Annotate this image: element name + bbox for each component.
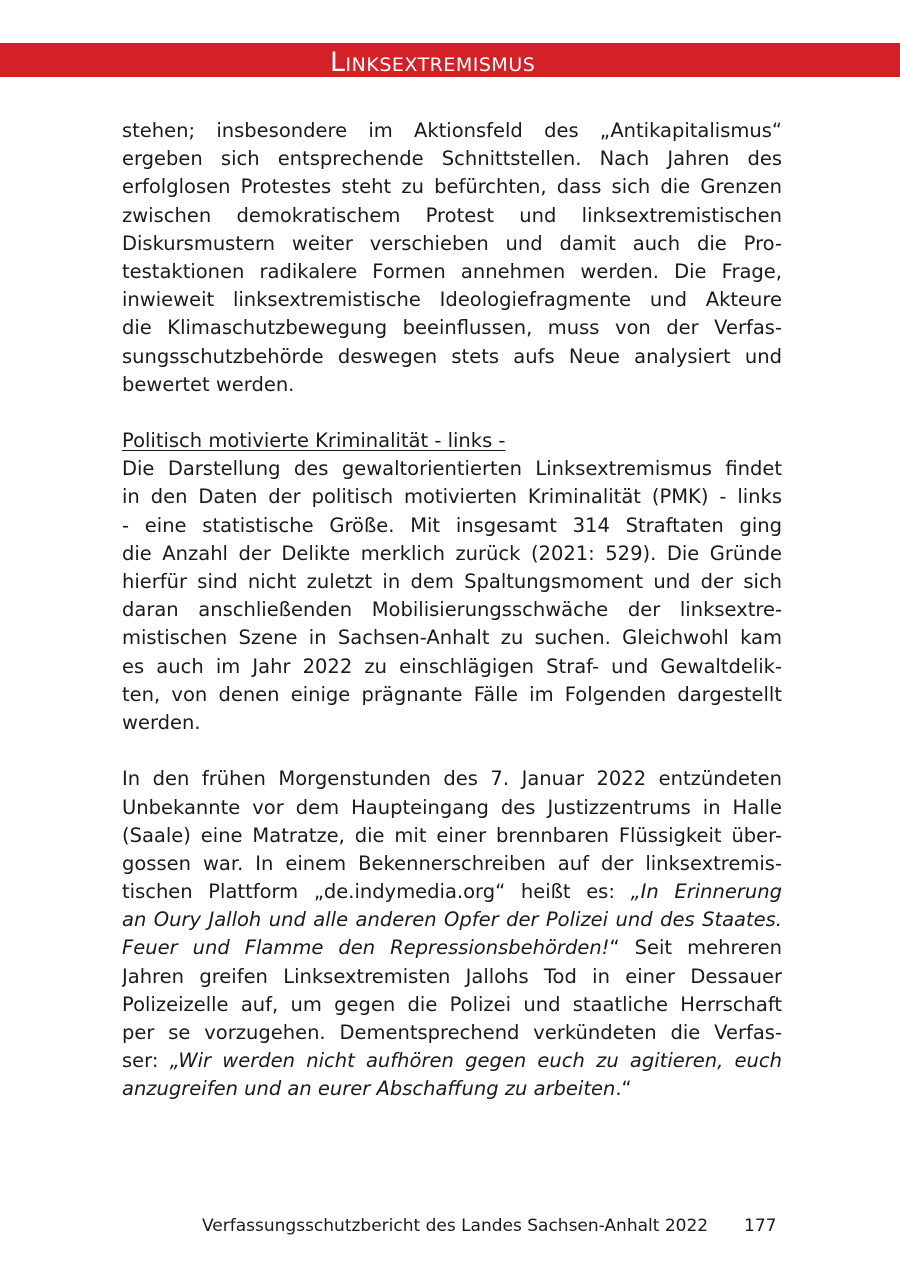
text-line: Diskursmustern weiter verschieben und damit auch die Pro-	[122, 231, 782, 255]
paragraph-justizzentrum-halle	[122, 765, 782, 1103]
text-line	[122, 878, 782, 906]
chapter-header-bar	[0, 43, 900, 77]
text-line: hierfür sind nicht zuletzt in dem Spaltungsmoment und der sich	[122, 570, 782, 593]
page-footer	[0, 1212, 900, 1240]
quote-segment: „In Erinnerung	[630, 880, 782, 904]
text-line: (Saale) eine Matratze, die mit einer brennbaren Flüssigkeit über-	[122, 823, 782, 847]
quote-segment: anzugreifen und an eurer Abschaffung zu arbeiten	[122, 1077, 616, 1101]
text-line: ergeben sich entsprechende Schnittstellen. Nach Jahren des	[122, 147, 782, 171]
text-line: Die Darstellung des gewaltorientierten Linksextremismus findet	[122, 457, 782, 481]
text-line: in den Daten der politisch motivierten Kriminalität (PMK) - links	[122, 485, 782, 509]
text-line: Unbekannte vor dem Haupteingang des Justizzentrums in Halle	[122, 795, 782, 819]
section-heading-text: Politisch motivierte Kriminalität - links -	[122, 429, 506, 453]
text-line: inwieweit linksextremistische Ideologiefragmente und Akteure	[122, 288, 782, 312]
text-line: erfolglosen Protestes steht zu befürchten, dass sich die Grenzen	[122, 175, 782, 199]
page-number: 177	[744, 1216, 777, 1236]
paragraph-climate-movement	[122, 117, 782, 399]
text-line: Jahren greifen Linksextremisten Jallohs Tod in einer Dessauer	[122, 964, 782, 988]
text-line: per se vorzugehen. Dementsprechend verkündeten die Verfas-	[122, 1021, 782, 1044]
text-line	[122, 934, 782, 962]
text-segment: tischen Plattform „de.indymedia.org“ heißt es:	[122, 880, 631, 904]
section-pmk-links	[122, 427, 782, 737]
chapter-title: Linksextremismus	[330, 47, 536, 78]
text-line: bewertet werden.	[122, 372, 295, 396]
text-line	[122, 1047, 782, 1075]
text-line: die Klimaschutzbewegung beeinflussen, muss von der Verfas-	[122, 316, 782, 340]
text-line: es auch im Jahr 2022 zu einschlägigen Straf- und Gewaltdelik-	[122, 654, 782, 678]
text-line: die Anzahl der Delikte merklich zurück (2021: 529). Die Gründe	[122, 541, 782, 565]
text-line: - eine statistische Größe. Mit insgesamt 314 Straftaten ging	[122, 513, 782, 537]
text-segment: .“	[615, 1077, 632, 1101]
text-segment: ser:	[122, 1049, 170, 1073]
text-line: sungsschutzbehörde deswegen stets aufs Neue analysiert und	[122, 344, 782, 368]
text-line: zwischen demokratischem Protest und linksextremistischen	[122, 203, 782, 227]
text-line: mistischen Szene in Sachsen-Anhalt zu suchen. Gleichwohl kam	[122, 626, 782, 650]
text-line	[122, 1075, 782, 1103]
text-line: testaktionen radikalere Formen annehmen werden. Die Frage,	[122, 259, 782, 283]
text-segment: “ Seit mehreren	[609, 936, 782, 960]
footer-report-title: Verfassungsschutzbericht des Landes Sachsen-Anhalt 2022	[202, 1216, 709, 1236]
text-line: Polizeizelle auf, um gegen die Polizei und staatliche Herrschaft	[122, 992, 782, 1016]
text-line: stehen; insbesondere im Aktionsfeld des „Antikapitalismus“	[122, 119, 782, 142]
paragraph-spacer	[122, 399, 782, 427]
text-line: werden.	[122, 710, 201, 734]
page-content	[122, 117, 782, 1104]
paragraph-spacer	[122, 737, 782, 765]
quote-segment: „Wir werden nicht aufhören gegen euch zu agitieren, euch	[169, 1049, 782, 1073]
text-line: gossen war. In einem Bekennerschreiben auf der linksextremis-	[122, 851, 782, 875]
text-line: daran anschließenden Mobilisierungsschwäche der linksextre-	[122, 598, 782, 622]
text-line: ten, von denen einige prägnante Fälle im Folgenden dargestellt	[122, 682, 782, 706]
quote-segment: Feuer und Flamme den Repressionsbehörden!	[122, 936, 610, 960]
text-line: In den frühen Morgenstunden des 7. Januar 2022 entzündeten	[122, 767, 782, 791]
text-line	[122, 906, 782, 934]
section-heading	[122, 427, 782, 455]
quote-segment: an Oury Jalloh und alle anderen Opfer der Polizei und des Staates.	[122, 908, 782, 932]
